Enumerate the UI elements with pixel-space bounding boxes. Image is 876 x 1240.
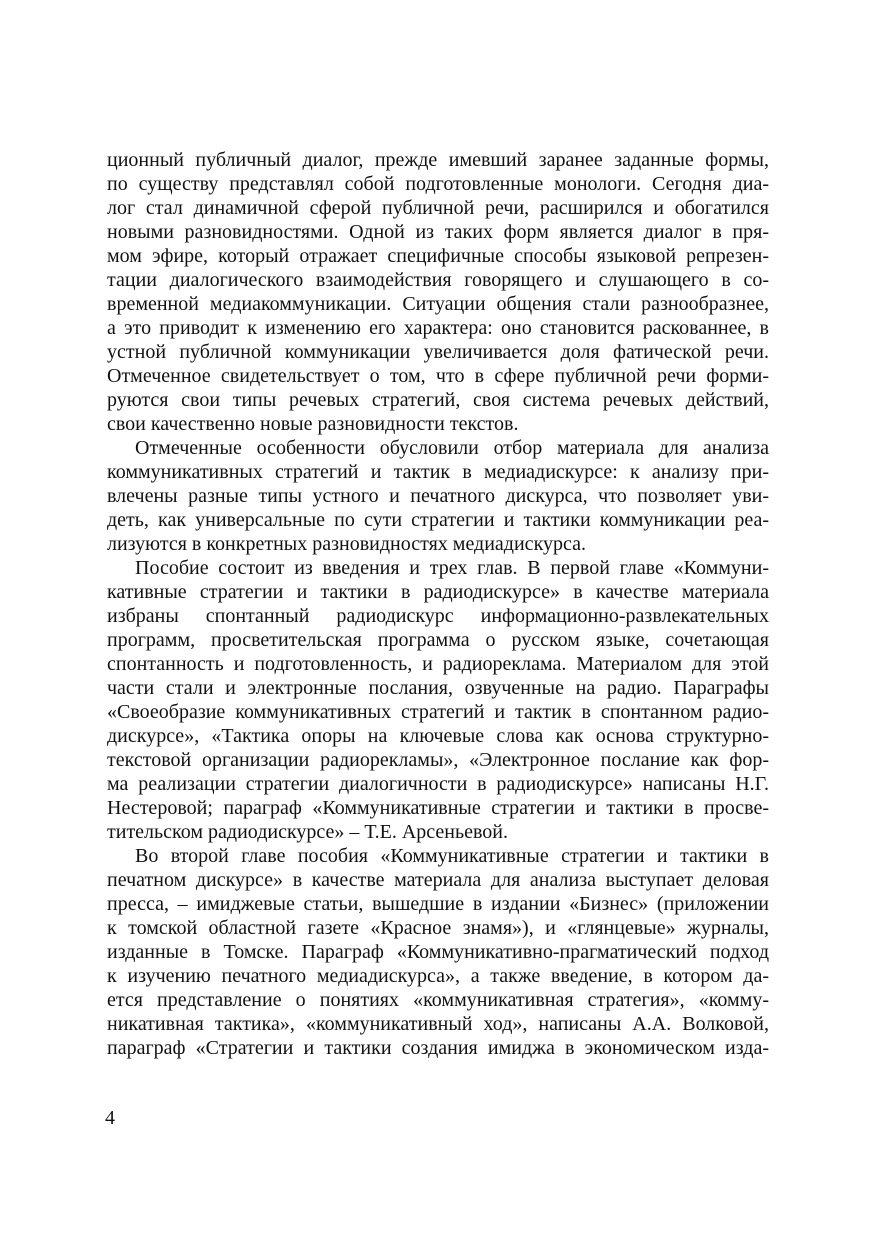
text-line: коммуникативных стратегий и тактик в медиадискурсе: к анализу при- [107,461,769,483]
text-line: никативная тактика», «коммуникативный ход», написаны А.А. Волковой, [107,1013,769,1035]
paragraph-1 [107,148,769,436]
text-line: мом эфире, который отражает специфичные способы языковой репрезен- [107,245,769,267]
text-line: Пособие состоит из введения и трех глав. В первой главе «Коммуни- [135,557,769,579]
text-line: программ, просветительская программа о русском языке, сочетающая [107,629,769,651]
text-line: тации диалогического взаимодействия говорящего и слушающего в со- [107,269,769,291]
text-line: пресса, – имиджевые статьи, вышедшие в издании «Бизнес» (приложении [107,893,769,915]
text-line: Отмеченное свидетельствует о том, что в сфере публичной речи форми- [107,365,769,387]
page-body [107,148,769,1060]
text-line: влечены разные типы устного и печатного дискурса, что позволяет уви- [107,485,769,507]
text-line: по существу представлял собой подготовленные монологи. Сегодня диа- [107,173,769,195]
text-line: а это приводит к изменению его характера: оно становится раскованнее, в [107,317,769,339]
text-line: свои качественно новые разновидности текстов. [107,413,519,435]
text-line: части стали и электронные послания, озвученные на радио. Параграфы [107,677,769,699]
text-line: кативные стратегии и тактики в радиодискурсе» в качестве материала [107,581,769,603]
page-number: 4 [105,1107,115,1129]
text-line: ма реализации стратегии диалогичности в радиодискурсе» написаны Н.Г. [107,773,769,795]
paragraph-2 [107,436,769,556]
text-line: спонтанность и подготовленность, и радиореклама. Материалом для этой [107,653,769,675]
text-line: временной медиакоммуникации. Ситуации общения стали разнообразнее, [107,293,769,315]
text-line: Отмеченные особенности обусловили отбор материала для анализа [135,437,769,459]
text-line: лизуются в конкретных разновидностях медиадискурса. [107,533,586,555]
text-line: Во второй главе пособия «Коммуникативные стратегии и тактики в [135,845,769,867]
text-line: параграф «Стратегии и тактики создания имиджа в экономическом изда- [107,1037,769,1059]
text-line: руются свои типы речевых стратегий, своя система речевых действий, [107,389,769,411]
text-line: дискурсе», «Тактика опоры на ключевые слова как основа структурно- [107,725,769,747]
text-line: ется представление о понятиях «коммуникативная стратегия», «комму- [107,989,769,1011]
text-line: к изучению печатного медиадискурса», а также введение, в котором да- [107,965,769,987]
text-line: ционный публичный диалог, прежде имевший заранее заданные формы, [107,149,769,171]
text-line: печатном дискурсе» в качестве материала для анализа выступает деловая [107,869,769,891]
text-line: тительском радиодискурсе» – Т.Е. Арсеньевой. [107,821,508,843]
text-line: новыми разновидностями. Одной из таких форм является диалог в пря- [107,221,769,243]
text-line: Нестеровой; параграф «Коммуникативные стратегии и тактики в просве- [107,797,769,819]
text-line: деть, как универсальные по сути стратегии и тактики коммуникации реа- [107,509,769,531]
text-line: лог стал динамичной сферой публичной речи, расширился и обогатился [107,197,769,219]
text-line: устной публичной коммуникации увеличивается доля фатической речи. [107,341,769,363]
text-line: изданные в Томске. Параграф «Коммуникативно-прагматический подход [107,941,769,963]
paragraph-4 [107,844,769,1060]
text-line: к томской областной газете «Красное знамя»), и «глянцевые» журналы, [107,917,769,939]
text-line: избраны спонтанный радиодискурс информационно-развлекательных [107,605,769,627]
text-line: «Своеобразие коммуникативных стратегий и тактик в спонтанном радио- [107,701,769,723]
text-line: текстовой организации радиорекламы», «Электронное послание как фор- [107,749,769,771]
paragraph-3 [107,556,769,844]
